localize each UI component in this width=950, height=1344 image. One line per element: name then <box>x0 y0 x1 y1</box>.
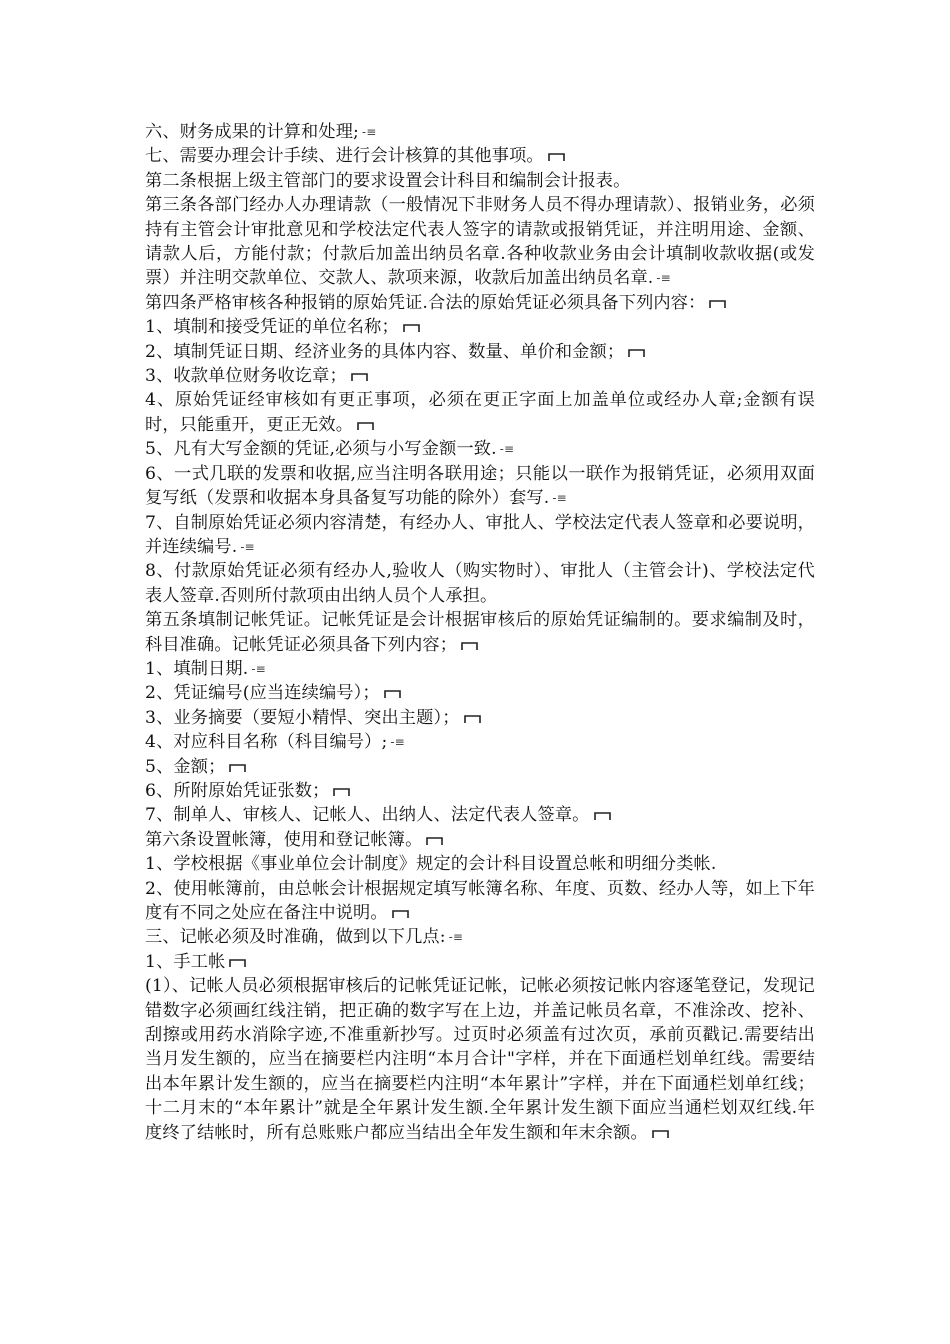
paragraph-text: 六、财务成果的计算和处理; <box>145 122 359 142</box>
paragraph-text: 2、填制凭证日期、经济业务的具体内容、数量、单价和金额； <box>145 341 625 362</box>
document-body <box>145 120 815 1145</box>
paragraph-end-mark-icon: -≡ <box>251 661 266 676</box>
paragraph-text: 第六条设置帐簿，使用和登记帐簿。 <box>145 829 423 850</box>
paragraph <box>145 193 815 291</box>
paragraph-return-mark-icon <box>628 348 645 358</box>
paragraph-return-mark-icon <box>461 641 478 651</box>
paragraph <box>145 462 815 511</box>
paragraph-text: 三、记帐必须及时准确，做到以下几点: <box>145 927 446 948</box>
paragraph <box>145 877 815 926</box>
paragraph-return-mark-icon <box>652 1129 669 1139</box>
paragraph-text: 7、制单人、审核人、记帐人、出纳人、法定代表人签章。 <box>145 805 590 826</box>
paragraph-return-mark-icon <box>709 299 726 309</box>
paragraph-return-mark-icon <box>464 714 481 724</box>
paragraph <box>145 730 815 754</box>
paragraph <box>145 852 815 876</box>
paragraph <box>145 657 815 681</box>
paragraph <box>145 559 815 608</box>
paragraph-text: 4、对应科目名称（科目编号）; <box>145 732 388 753</box>
paragraph-return-mark-icon <box>333 787 350 797</box>
paragraph-end-mark-icon: -≡ <box>552 491 567 506</box>
paragraph-end-mark-icon: -≡ <box>656 271 671 286</box>
paragraph <box>145 681 815 705</box>
paragraph <box>145 974 815 1145</box>
paragraph-return-mark-icon <box>384 689 401 699</box>
paragraph-text: 3、收款单位财务收讫章； <box>145 366 347 387</box>
paragraph-text: 8、付款原始凭证必须有经办人,验收人（购实物时）、审批人（主管会计)、学校法定代表人签章.否则所付款项由出纳人员个人承担。 <box>145 561 815 606</box>
paragraph-text: 4、原始凭证经审核如有更正事项，必须在更正字面上加盖单位或经办人章;金额有误时，只能重开，更正无效。 <box>145 390 815 435</box>
paragraph-text: 1、填制日期. <box>145 658 249 679</box>
paragraph <box>145 608 815 657</box>
paragraph-return-mark-icon <box>548 152 565 162</box>
paragraph <box>145 388 815 437</box>
paragraph-return-mark-icon <box>357 421 374 431</box>
paragraph <box>145 169 815 193</box>
paragraph-text: 5、凡有大写金额的凭证,必须与小写金额一致. <box>145 439 497 460</box>
paragraph-text: 七、需要办理会计手续、进行会计核算的其他事项。 <box>145 146 544 167</box>
paragraph <box>145 950 815 974</box>
paragraph-return-mark-icon <box>426 836 443 846</box>
paragraph <box>145 925 815 949</box>
paragraph-text: 第二条根据上级主管部门的要求设置会计科目和编制会计报表。 <box>145 170 631 191</box>
paragraph <box>145 144 815 168</box>
paragraph-text: 第四条严格审核各种报销的原始凭证.合法的原始凭证必须具备下列内容： <box>145 292 706 313</box>
paragraph-return-mark-icon <box>229 763 246 773</box>
paragraph-end-mark-icon: -≡ <box>448 930 464 945</box>
paragraph-end-mark-icon: -≡ <box>390 735 405 750</box>
paragraph-text: 2、使用帐簿前，由总帐会计根据规定填写帐簿名称、年度、页数、经办人等，如上下年度有不同之处应在备注中说明。 <box>145 878 815 923</box>
paragraph-text: 6、所附原始凭证张数； <box>145 780 330 801</box>
paragraph <box>145 437 815 461</box>
paragraph-text: 3、业务摘要（要短小精悍、突出主题）； <box>145 707 460 728</box>
paragraph-text: 第五条填制记帐凭证。记帐凭证是会计根据审核后的原始凭证编制的。要求编制及时，科目准确。记帐凭证必须具备下列内容； <box>145 610 815 655</box>
paragraph-text: 1、学校根据《事业单位会计制度》规定的会计科目设置总帐和明细分类帐. <box>145 854 717 875</box>
paragraph-text: 7、自制原始凭证必须内容清楚，有经办人、审批人、学校法定代表人签章和必要说明，并连续编号. <box>145 512 815 557</box>
paragraph-text: 2、凭证编号(应当连续编号）； <box>145 683 380 704</box>
paragraph <box>145 340 815 364</box>
paragraph <box>145 364 815 388</box>
paragraph-end-mark-icon: -≡ <box>240 539 255 554</box>
paragraph-text: 第三条各部门经办人办理请款（一般情况下非财务人员不得办理请款）、报销业务，必须持有主管会计审批意见和学校法定代表人签字的请款或报销凭证，并注明用途、金额、请款人后，方能付款；付款后加盖出纳员名章.各种收款业务由会计填制收款收据(或发票）并注明交款单位、交款人、款项来源，收款后加盖出纳员名章. <box>145 195 815 289</box>
paragraph <box>145 706 815 730</box>
paragraph <box>145 828 815 852</box>
paragraph-return-mark-icon <box>403 323 420 333</box>
paragraph <box>145 779 815 803</box>
paragraph-return-mark-icon <box>351 372 368 382</box>
paragraph <box>145 755 815 779</box>
paragraph <box>145 803 815 827</box>
paragraph-return-mark-icon <box>229 958 246 968</box>
paragraph-text: 1、手工帐 <box>145 951 226 972</box>
paragraph <box>145 511 815 560</box>
paragraph-return-mark-icon <box>392 909 409 919</box>
paragraph-text: 6、一式几联的发票和收据,应当注明各联用途；只能以一联作为报销凭证，必须用双面复写纸（发票和收据本身具备复写功能的除外）套写. <box>145 463 815 509</box>
paragraph-return-mark-icon <box>594 811 611 821</box>
paragraph <box>145 120 815 144</box>
paragraph-end-mark-icon: -≡ <box>499 442 515 457</box>
paragraph-text: 1、填制和接受凭证的单位名称； <box>145 317 399 338</box>
paragraph-text: (1）、记帐人员必须根据审核后的记帐凭证记帐，记帐必须按记帐内容逐笔登记，发现记错数字必须画红线注销，把正确的数字写在上边，并盖记帐员名章，不准涂改、挖补、刮擦或用药水消除字迹,不准重新抄写。过页时必须盖有过次页，承前页戳记.需要结出当月发生额的，应当在摘要栏内注明“本月合计"字样，并在下面通栏划单红线。需要结出本年累计发生额的，应当在摘要栏内注明“本年累计”字样，并在下面通栏划单红线；十二月末的“本年累计”就是全年累计发生额.全年累计发生额下面应当通栏划双红线.年度终了结帐时，所有总账账户都应当结出全年发生额和年末余额。 <box>145 976 815 1143</box>
paragraph-end-mark-icon: -≡ <box>362 125 377 139</box>
paragraph <box>145 291 815 315</box>
paragraph <box>145 315 815 339</box>
paragraph-text: 5、金额； <box>145 756 226 777</box>
